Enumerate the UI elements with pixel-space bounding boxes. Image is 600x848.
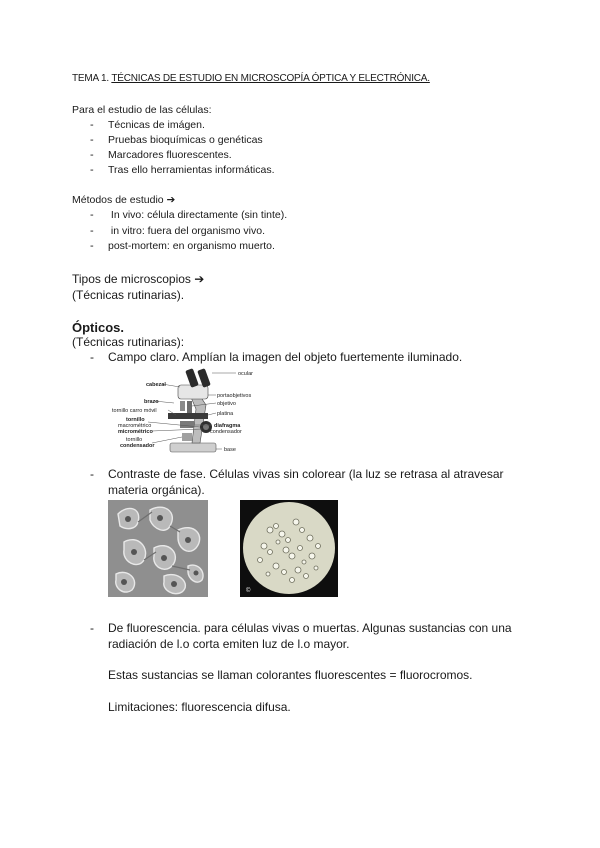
- label-brazo: brazo: [144, 399, 159, 405]
- optical-heading: Ópticos.: [72, 320, 125, 335]
- phase-contrast-suspension-image: [240, 500, 338, 597]
- intro-item: Técnicas de imágen.: [108, 119, 205, 131]
- bullet: -: [90, 149, 94, 161]
- bullet: -: [90, 164, 94, 176]
- bullet: -: [90, 134, 94, 146]
- bullet: -: [90, 225, 94, 237]
- bullet: -: [90, 621, 94, 635]
- fluor-limitations: Limitaciones: fluorescencia difusa.: [108, 700, 291, 714]
- bullet: -: [90, 467, 94, 481]
- title-main: TÉCNICAS DE ESTUDIO EN MICROSCOPÍA ÓPTICA Y ELECTRÓNICA.: [111, 73, 430, 84]
- label-tornillo-macro: tornillo: [126, 417, 145, 423]
- intro-heading: Para el estudio de las células:: [72, 104, 212, 116]
- label-base: base: [224, 447, 236, 453]
- lamp: [182, 433, 192, 441]
- label-condensador-2: condensador: [120, 443, 155, 449]
- fluor-paragraph-2: Estas sustancias se llaman colorantes fluorescentes = fluorocromos.: [108, 668, 473, 682]
- methods-item: In vivo: célula directamente (sin tinte).: [108, 209, 288, 221]
- microscope-diagram: [108, 365, 284, 460]
- objective-lens: [187, 401, 192, 413]
- label-diafragma: diafragma: [214, 423, 241, 429]
- intro-item: Tras ello herramientas informáticas.: [108, 164, 275, 176]
- intro-item: Marcadores fluorescentes.: [108, 149, 232, 161]
- label-tornillo-carro: tornillo carro móvil: [112, 408, 157, 414]
- bright-field-text: Campo claro. Amplían la imagen del objeto fuertemente iluminado.: [108, 350, 463, 364]
- bullet: -: [90, 350, 94, 364]
- label-micrometrico: micrométrico: [118, 429, 153, 435]
- label-objetivo: objetivo: [217, 401, 236, 407]
- label-platina: platina: [217, 411, 234, 417]
- objective-lens: [180, 401, 185, 411]
- bullet: -: [90, 240, 94, 252]
- image-watermark-icon: ©: [246, 588, 251, 594]
- methods-item: in vitro: fuera del organismo vivo.: [108, 225, 265, 237]
- bullet: -: [90, 209, 94, 221]
- phase-text-2: materia orgánica).: [108, 483, 205, 497]
- intro-item: Pruebas bioquímicas o genéticas: [108, 134, 263, 146]
- types-heading: Tipos de microscopios ➔: [72, 272, 205, 286]
- label-portaobjetivos: portaobjetivos: [217, 393, 252, 399]
- microscope-base: [170, 443, 216, 452]
- label-condensador: condensador: [210, 429, 242, 435]
- types-note: (Técnicas rutinarias).: [72, 288, 185, 302]
- page-title: [72, 73, 430, 85]
- condenser: [180, 421, 194, 428]
- fluor-text-1: De fluorescencia. para células vivas o muertas. Algunas sustancias con una: [108, 621, 512, 635]
- phase-contrast-cells-image: [108, 500, 208, 597]
- title-prefix: TEMA 1.: [72, 73, 112, 84]
- methods-heading: Métodos de estudio ➔: [72, 194, 176, 206]
- label-cabezal: cabezal: [146, 382, 166, 388]
- phase-text-1: Contraste de fase. Células vivas sin colorear (la luz se retrasa al atravesar: [108, 467, 504, 481]
- label-ocular: ocular: [238, 371, 253, 377]
- optical-note: (Técnicas rutinarias):: [72, 335, 185, 349]
- label-tornillo-cond: tornillo: [126, 437, 143, 443]
- label-macrometrico: macrométrico: [118, 423, 152, 429]
- bullet: -: [90, 119, 94, 131]
- fluor-text-2: radiación de l.o corta emiten luz de l.o mayor.: [108, 637, 350, 651]
- methods-item: post-mortem: en organismo muerto.: [108, 240, 275, 252]
